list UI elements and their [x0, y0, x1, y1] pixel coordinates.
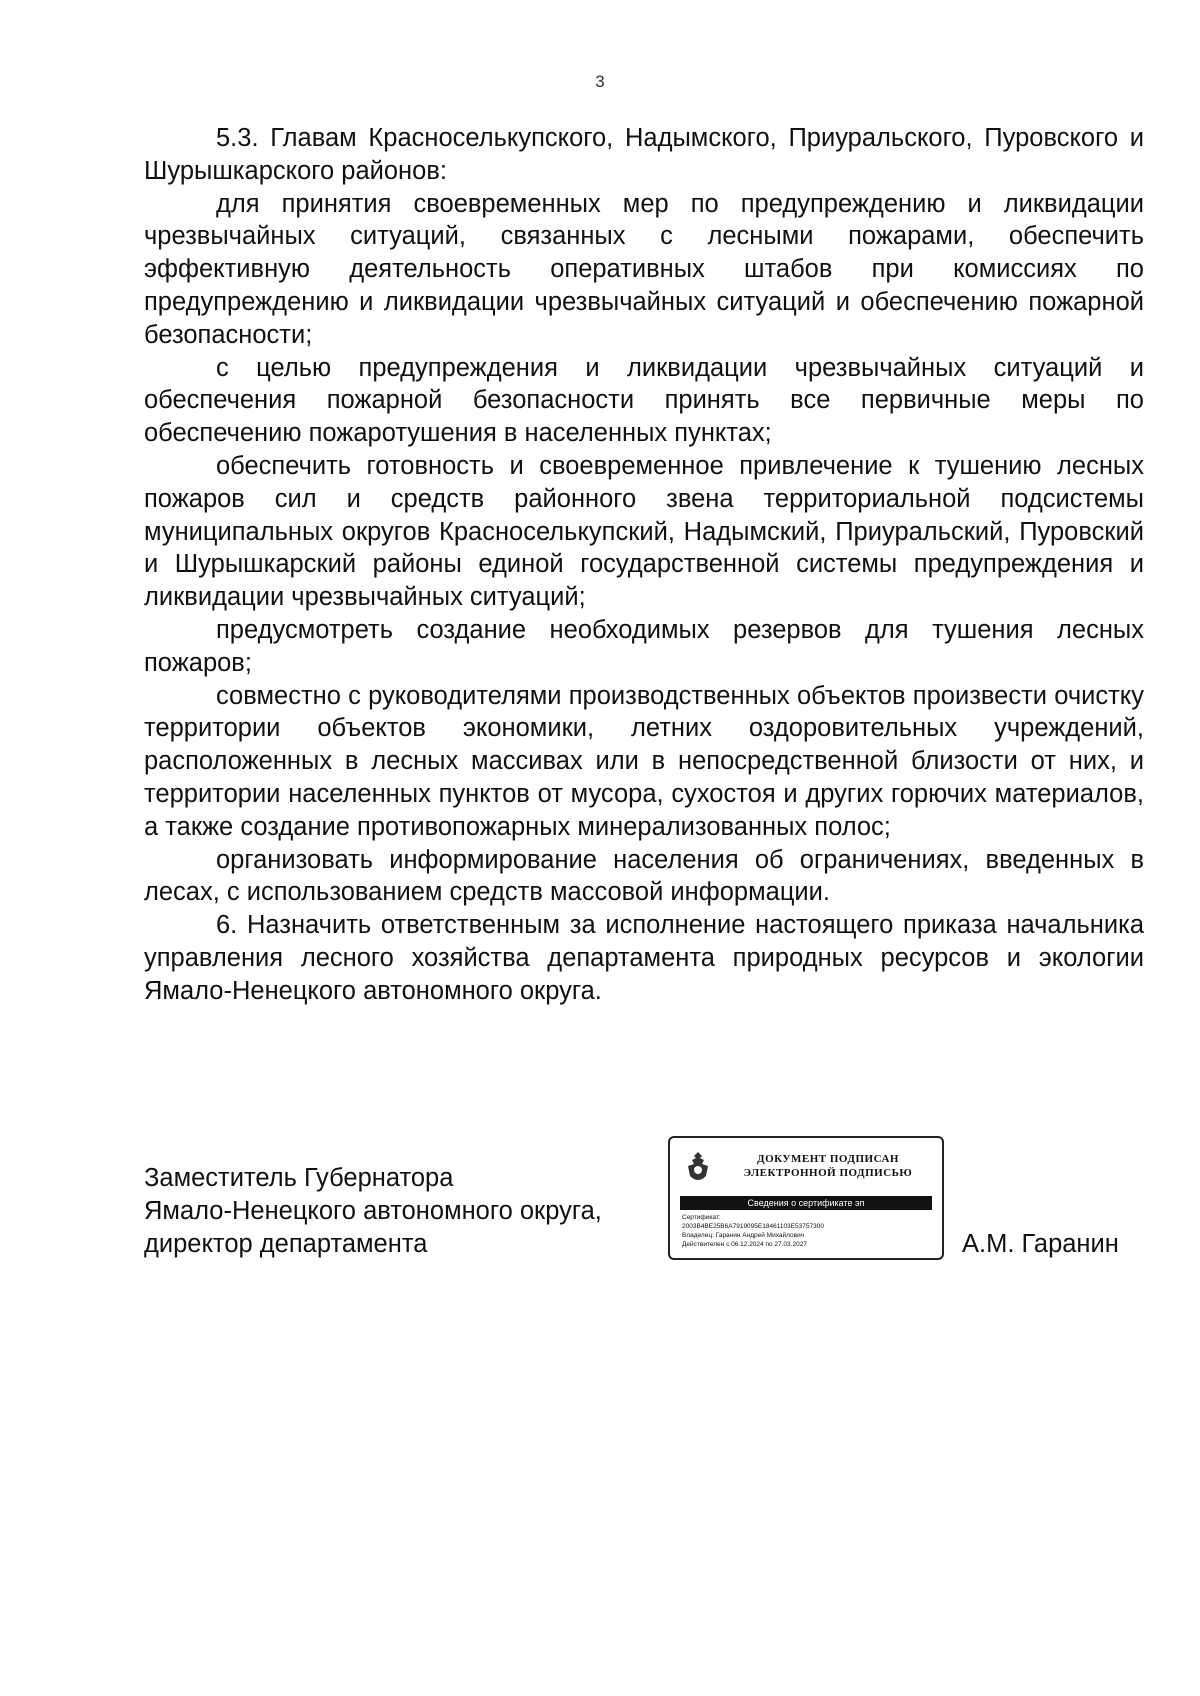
document-body — [144, 122, 1144, 1008]
signatory-position-line: директор департамента — [144, 1229, 428, 1258]
electronic-signature-stamp — [668, 1136, 944, 1260]
paragraph-reserves: предусмотреть создание необходимых резервов для тушения лесных пожаров; — [144, 615, 1144, 677]
certificate-validity: Действителен с 06.12.2024 по 27.03.2027 — [682, 1241, 807, 1248]
certificate-label: Сертификат: — [682, 1214, 721, 1221]
page-number: 3 — [595, 72, 605, 91]
signatory-position-line: Заместитель Губернатора — [144, 1164, 454, 1192]
paragraph-territory-cleanup: совместно с руководителями производственных объектов произвести очистку территории объектов экономики, летних оздоровительных учреждений, расположенных в лесных массивах или в непосредственной близости от них, и территории населенных пунктов от мусора, сухостоя и других горючих материалов, а также создание противопожарных минерализованных полос; — [144, 681, 1144, 841]
paragraph-forces-readiness: обеспечить готовность и своевременное привлечение к тушению лесных пожаров сил и средств районного звена территориальной подсистемы муниципальных округов Красноселькупский, Надымский, Приуральский, Пуровский и Шурышкарский районы единой государственной системы предупреждения и ликвидации чрезвычайных ситуаций; — [144, 451, 1144, 612]
signer-name: А.М. Гаранин — [962, 1230, 1119, 1258]
paragraph-operational-headquarters: для принятия своевременных мер по предупреждению и ликвидации чрезвычайных ситуаций, связанных с лесными пожарами, обеспечить эффективную деятельность оперативных штабов при комиссиях по предупреждению и ликвидации чрезвычайных ситуаций и обеспечению пожарной безопасности; — [144, 189, 1144, 349]
stamp-title: ДОКУМЕНТ ПОДПИСАН ЭЛЕКТРОННОЙ ПОДПИСЬЮ — [743, 1153, 913, 1179]
certificate-owner: Владелец: Гаранин Андрей Михайлович — [682, 1232, 805, 1239]
paragraph-primary-measures: с целью предупреждения и ликвидации чрезвычайных ситуаций и обеспечения пожарной безопасности принять все первичные меры по обеспечению пожаротушения в населенных пунктах; — [144, 353, 1144, 448]
coat-of-arms-icon — [684, 1150, 712, 1186]
certificate-header: Сведения о сертификате эп — [680, 1196, 932, 1210]
certificate-number: 2003B4BE25B6A7919095E18461103E53757300 — [682, 1223, 824, 1230]
paragraph-public-information: организовать информирование населения об ограничениях, введенных в лесах, с использованием средств массовой информации. — [144, 845, 1144, 907]
signatory-position — [144, 1162, 602, 1260]
paragraph-6-responsible: 6. Назначить ответственным за исполнение настоящего приказа начальника управления лесного хозяйства департамента природных ресурсов и экологии Ямало-Ненецкого автономного округа. — [144, 911, 1144, 1005]
paragraph-5-3: 5.3. Главам Красноселькупского, Надымского, Приуральского, Пуровского и Шурышкарского районов: — [144, 124, 1144, 185]
signatory-position-line: Ямало-Ненецкого автономного округа, — [144, 1196, 602, 1225]
